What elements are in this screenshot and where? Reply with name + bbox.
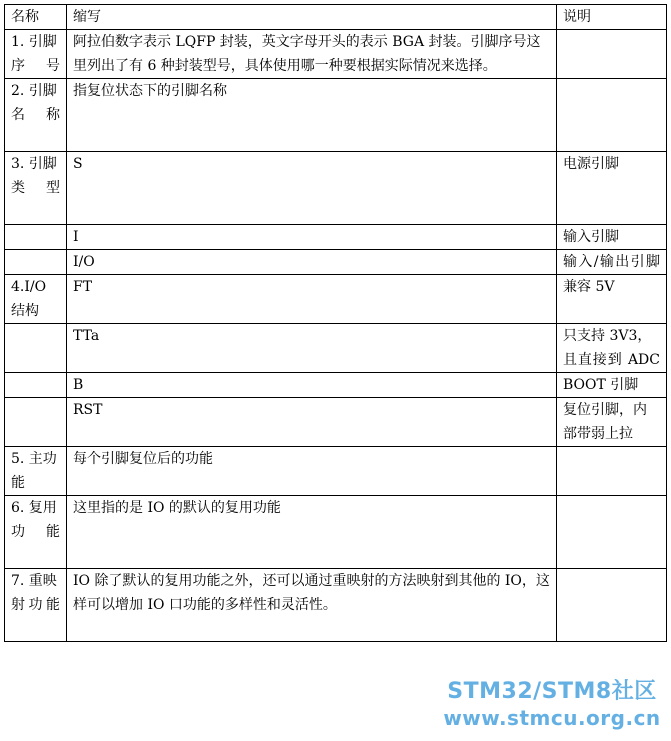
table-row xyxy=(5,225,667,250)
row-name xyxy=(5,398,67,447)
row-desc: BOOT 引脚 xyxy=(557,373,667,398)
row-desc: 电源引脚 xyxy=(557,152,667,225)
row-desc xyxy=(557,30,667,79)
watermark-title: STM32/STM8社区 xyxy=(447,679,657,704)
row-name xyxy=(5,324,67,373)
row-desc xyxy=(557,496,667,569)
table-row xyxy=(5,152,667,225)
table-row xyxy=(5,324,667,373)
row-desc: 兼容 5V xyxy=(557,275,667,324)
row-name xyxy=(5,250,67,275)
table-row xyxy=(5,496,667,569)
row-abbr: S xyxy=(67,152,557,225)
row-name: 2. 引脚名称 xyxy=(5,79,67,152)
pin-definition-table xyxy=(4,4,667,642)
row-desc xyxy=(557,79,667,152)
row-name: 6. 复用功能 xyxy=(5,496,67,569)
row-name: 5. 主功能 xyxy=(5,447,67,496)
table-row xyxy=(5,447,667,496)
header-name: 名称 xyxy=(5,5,67,30)
table-row xyxy=(5,569,667,642)
table-header-row xyxy=(5,5,667,30)
watermark-url: www.stmcu.org.cn xyxy=(443,706,661,730)
row-abbr: RST xyxy=(67,398,557,447)
row-name xyxy=(5,225,67,250)
table-row xyxy=(5,373,667,398)
row-desc: 输入引脚 xyxy=(557,225,667,250)
row-name xyxy=(5,373,67,398)
table-row xyxy=(5,30,667,79)
row-name: 3. 引脚类型 xyxy=(5,152,67,225)
header-abbr: 缩写 xyxy=(67,5,557,30)
row-desc xyxy=(557,447,667,496)
row-abbr: TTa xyxy=(67,324,557,373)
row-abbr: 指复位状态下的引脚名称 xyxy=(67,79,557,152)
row-desc: 输入/输出引脚 xyxy=(557,250,667,275)
row-abbr: B xyxy=(67,373,557,398)
site-watermark xyxy=(438,678,666,730)
row-abbr: I xyxy=(67,225,557,250)
row-desc: 只支持 3V3，且直接到 ADC xyxy=(557,324,667,373)
row-abbr: FT xyxy=(67,275,557,324)
row-name: 1. 引脚序号 xyxy=(5,30,67,79)
row-desc: 复位引脚，内部带弱上拉 xyxy=(557,398,667,447)
table-row xyxy=(5,398,667,447)
table-row xyxy=(5,79,667,152)
row-abbr: 阿拉伯数字表示 LQFP 封装，英文字母开头的表示 BGA 封装。引脚序号这里列出了有 6 种封装型号，具体使用哪一种要根据实际情况来选择。 xyxy=(67,30,557,79)
row-abbr: IO 除了默认的复用功能之外，还可以通过重映射的方法映射到其他的 IO，这样可以增加 IO 口功能的多样性和灵活性。 xyxy=(67,569,557,642)
row-desc xyxy=(557,569,667,642)
table-row xyxy=(5,275,667,324)
row-abbr: 每个引脚复位后的功能 xyxy=(67,447,557,496)
row-abbr: I/O xyxy=(67,250,557,275)
row-name: 7. 重映射功能 xyxy=(5,569,67,642)
row-abbr: 这里指的是 IO 的默认的复用功能 xyxy=(67,496,557,569)
header-desc: 说明 xyxy=(557,5,667,30)
table-row xyxy=(5,250,667,275)
row-name: 4.I/O 结构 xyxy=(5,275,67,324)
